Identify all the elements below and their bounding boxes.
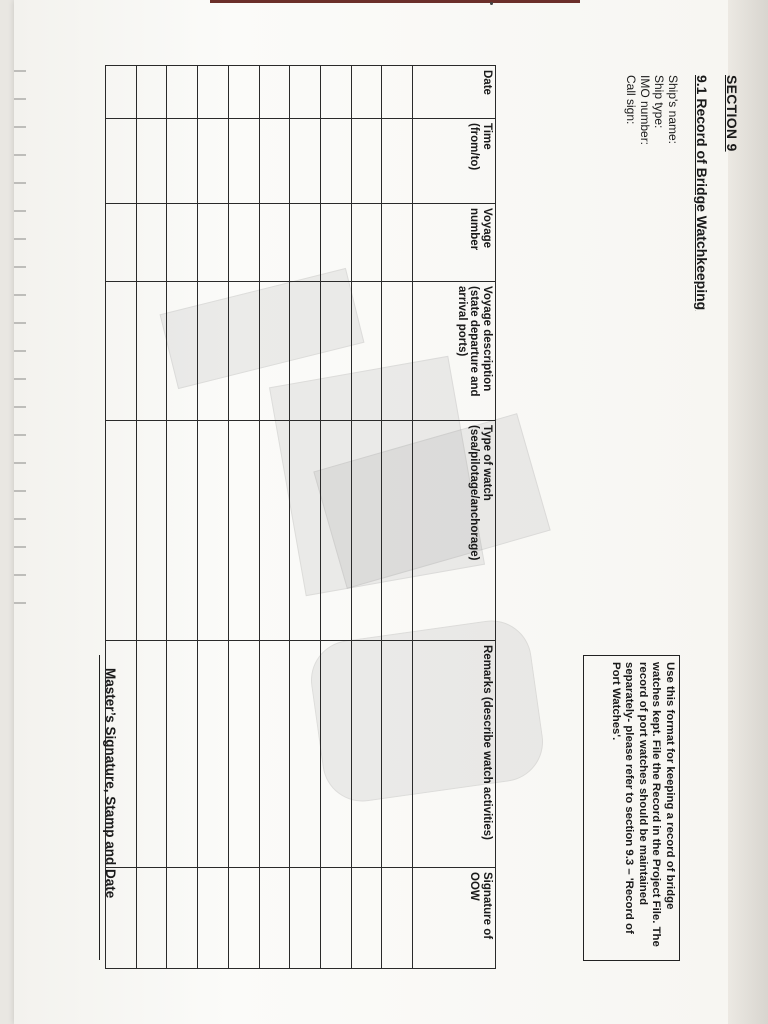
header-voyage-description: Voyage description (state departure and arrival ports) <box>413 282 496 421</box>
table-row <box>351 66 382 969</box>
table-row <box>320 66 351 969</box>
table-cell[interactable] <box>259 204 290 282</box>
ship-info <box>624 75 680 145</box>
table-cell[interactable] <box>259 641 290 868</box>
table-row <box>290 66 321 969</box>
page-title: 9.1 Record of Bridge Watchkeeping <box>694 75 710 311</box>
table-cell[interactable] <box>228 421 259 641</box>
table-cell[interactable] <box>290 868 321 969</box>
header-date: Date <box>413 66 496 119</box>
table-cell[interactable] <box>382 119 413 204</box>
table-cell[interactable] <box>198 421 229 641</box>
instruction-note: Use this format for keeping a record of bridge watches kept. File the Record in the Project File. The record of port watches should be maintained separately- please refer to section 9.3 – 'Record of Port Watches'. <box>583 655 680 961</box>
table-cell[interactable] <box>290 66 321 119</box>
table-cell[interactable] <box>198 204 229 282</box>
table-row <box>259 66 290 969</box>
table-cell[interactable] <box>320 66 351 119</box>
table-cell[interactable] <box>198 641 229 868</box>
header-type-of-watch: Type of watch (sea/pilotage/anchorage) <box>413 421 496 641</box>
table-cell[interactable] <box>228 66 259 119</box>
table-cell[interactable] <box>290 421 321 641</box>
signature-line <box>99 655 100 960</box>
table-cell[interactable] <box>320 119 351 204</box>
table-cell[interactable] <box>136 421 167 641</box>
table-cell[interactable] <box>136 868 167 969</box>
table-cell[interactable] <box>228 204 259 282</box>
table-cell[interactable] <box>136 641 167 868</box>
table-cell[interactable] <box>382 66 413 119</box>
table-cell[interactable] <box>136 204 167 282</box>
table-cell[interactable] <box>106 204 137 282</box>
table-cell[interactable] <box>290 204 321 282</box>
table-cell[interactable] <box>198 119 229 204</box>
table-row <box>228 66 259 969</box>
table-cell[interactable] <box>290 282 321 421</box>
header-remarks: Remarks (describe watch activities) <box>413 641 496 868</box>
table-cell[interactable] <box>198 868 229 969</box>
table-cell[interactable] <box>228 282 259 421</box>
imo-number-label: IMO number: <box>638 75 652 146</box>
table-cell[interactable] <box>351 204 382 282</box>
table-cell[interactable] <box>259 868 290 969</box>
table-cell[interactable] <box>167 119 198 204</box>
table-cell[interactable] <box>259 282 290 421</box>
table-cell[interactable] <box>320 282 351 421</box>
table-cell[interactable] <box>106 119 137 204</box>
table-cell[interactable] <box>351 282 382 421</box>
table-cell[interactable] <box>106 421 137 641</box>
table-cell[interactable] <box>351 868 382 969</box>
table-cell[interactable] <box>320 868 351 969</box>
section-title: SECTION 9 <box>724 75 740 152</box>
masters-signature-label: Master’s Signature, Stamp and Date <box>103 668 118 899</box>
table-cell[interactable] <box>167 204 198 282</box>
table-cell[interactable] <box>320 641 351 868</box>
call-sign-label: Call sign: <box>624 75 638 125</box>
table-cell[interactable] <box>136 66 167 119</box>
table-cell[interactable] <box>320 421 351 641</box>
table-cell[interactable] <box>167 282 198 421</box>
table-cell[interactable] <box>320 204 351 282</box>
table-cell[interactable] <box>228 119 259 204</box>
table-cell[interactable] <box>290 119 321 204</box>
table-cell[interactable] <box>382 204 413 282</box>
table-cell[interactable] <box>259 119 290 204</box>
table-cell[interactable] <box>167 66 198 119</box>
table-cell[interactable] <box>259 421 290 641</box>
ship-type-label: Ship type: <box>652 75 666 129</box>
table-row <box>382 66 413 969</box>
table-cell[interactable] <box>228 868 259 969</box>
table-cell[interactable] <box>167 421 198 641</box>
table-cell[interactable] <box>167 641 198 868</box>
table-cell[interactable] <box>382 282 413 421</box>
header-voyage-number: Voyage number <box>413 204 496 282</box>
table-cell[interactable] <box>351 119 382 204</box>
table-cell[interactable] <box>259 66 290 119</box>
table-cell[interactable] <box>167 868 198 969</box>
table-cell[interactable] <box>136 119 167 204</box>
header-time: Time (from/to) <box>413 119 496 204</box>
table-cell[interactable] <box>351 66 382 119</box>
table-cell[interactable] <box>198 282 229 421</box>
table-cell[interactable] <box>382 641 413 868</box>
table-cell[interactable] <box>290 641 321 868</box>
table-cell[interactable] <box>198 66 229 119</box>
table-cell[interactable] <box>351 421 382 641</box>
table-cell[interactable] <box>136 282 167 421</box>
table-cell[interactable] <box>106 282 137 421</box>
table-cell[interactable] <box>382 421 413 641</box>
header-signature-oow: Signature of OOW <box>413 868 496 969</box>
table-row <box>198 66 229 969</box>
table-row <box>136 66 167 969</box>
table-cell[interactable] <box>106 66 137 119</box>
table-cell[interactable] <box>382 868 413 969</box>
table-row <box>167 66 198 969</box>
table-cell[interactable] <box>351 641 382 868</box>
table-cell[interactable] <box>228 641 259 868</box>
ship-name-label: Ship's name: <box>666 75 680 144</box>
watchkeeping-table <box>105 65 496 969</box>
